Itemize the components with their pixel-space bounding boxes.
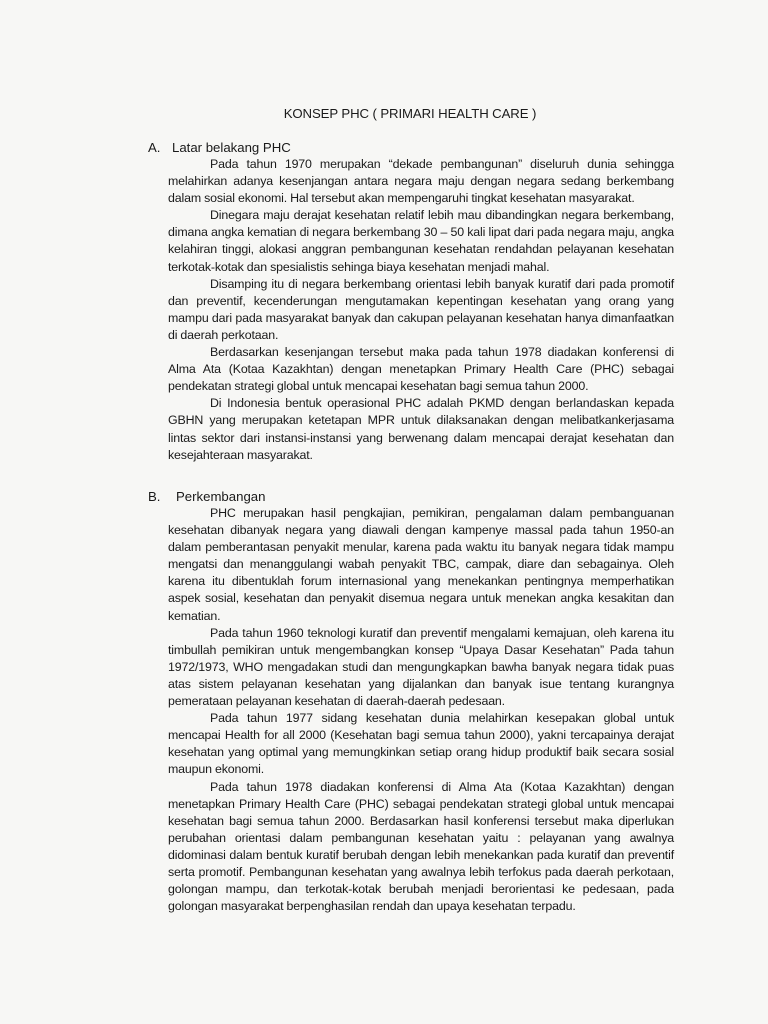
paragraph: Pada tahun 1970 merupakan “dekade pembangunan” diseluruh dunia sehingga melahirkan adanya kesenjangan antara negara maju dengan negara sedang berkembang dalam sosial ekonomi. Hal tersebut akan mempengaruhi tingkat kesehatan masyarakat. [168,157,674,206]
section-latar-belakang [148,139,674,464]
section-title: Latar belakang PHC [172,140,291,155]
paragraph: Dinegara maju derajat kesehatan relatif lebih mau dibandingkan negara berkembang, dimana angka kematian di negara berkembang 30 – 50 kali lipat dari pada negara maju, angka kelahiran tinggi, alokasi anggran pembangunan kesehatan rendahdan pelayanan kesehatan terkotak-kotak dan spesialistis sehinga biaya kesehatan menjadi mahal. [168,208,674,274]
section-heading [148,139,674,156]
section-body [168,505,674,915]
section-letter: A. [148,140,161,155]
section-body [168,156,674,464]
paragraph: Disamping itu di negara berkembang orientasi lebih banyak kuratif dari pada promotif dan preventif, kecenderungan mengutamakan kepentingan kesehatan yang orang yang mampu dari pada masyarakat banyak dan cakupan pelayanan kesehatan hanya dimanfaatkan di daerah perkotaan. [168,276,674,342]
paragraph: Pada tahun 1977 sidang kesehatan dunia melahirkan kesepakan global untuk mencapai Health for all 2000 (Kesehatan bagi semua tahun 2000), yakni tercapainya derajat kesehatan yang optimal yang memungkinkan setiap orang hidup produktif baik secara sosial maupun ekonomi. [168,711,674,777]
paragraph: Pada tahun 1960 teknologi kuratif dan preventif mengalami kemajuan, oleh karena itu timbullah pemikiran untuk mengembangkan konsep “Upaya Dasar Kesehatan” Pada tahun 1972/1973, WHO mengadakan studi dan mengungkapkan bawha banyak negara tidak puas atas sistem pelayanan kesehatan yang dijalankan dan banyak isue tentang kurangnya pemerataan pelayanan kesehatan di daerah-daerah pedesaan. [168,625,674,709]
document-title: KONSEP PHC ( PRIMARI HEALTH CARE ) [283,106,537,121]
paragraph: Di Indonesia bentuk operasional PHC adalah PKMD dengan berlandaskan kepada GBHN yang merupakan ketetapan MPR untuk dilaksanakan dengan melibatkankerjasama lintas sektor dari instansi-instansi yang berwenang dalam mencapai derajat kesehatan dan kesejahteraan masyarakat. [168,396,674,462]
section-title: Perkembangan [176,489,266,504]
section-heading [148,488,674,505]
paragraph: Pada tahun 1978 diadakan konferensi di Alma Ata (Kotaa Kazakhtan) dengan menetapkan Primary Health Care (PHC) sebagai pendekatan strategi global untuk mencapai kesehatan bagi semua tahun 2000. Berdasarkan hasil konferensi tersebut maka diperlukan perubahan orientasi dalam pembangunan kesehatan yaitu : pelayanan yang awalnya didominasi dalam bentuk kuratif berubah dengan lebih menekankan pada kuratif dan preventif serta promotif. Pembangunan kesehatan yang awalnya lebih terfokus pada daerah perkotaan, golongan mampu, dan terkotak-kotak berubah menjadi berorientasi ke pedesaan, pada golongan masyarakat berpenghasilan rendah dan upaya kesehatan terpadu. [168,779,674,914]
paragraph: PHC merupakan hasil pengkajian, pemikiran, pengalaman dalam pembanguanan kesehatan dibanyak negara yang diawali dengan kampenye massal pada tahun 1950-an dalam pemberantasan penyakit menular, karena pada waktu itu banyak negara tidak mampu mengatsi dan menanggulangi wabah penyakit TBC, campak, diare dan sebagainya. Oleh karena itu dibentuklah forum internasional yang menekankan pentingnya memperhatikan aspek sosial, kesehatan dan penyakit disemua negara untuk menekan angka kesakitan dan kematian. [168,506,674,623]
paragraph: Berdasarkan kesenjangan tersebut maka pada tahun 1978 diadakan konferensi di Alma Ata (Kotaa Kazakhtan) dengan menetapkan Primary Health Care (PHC) sebagai pendekatan strategi global untuk mencapai kesehatan bagi semua tahun 2000. [168,345,674,394]
section-perkembangan [148,488,674,915]
section-letter: B. [148,489,161,504]
